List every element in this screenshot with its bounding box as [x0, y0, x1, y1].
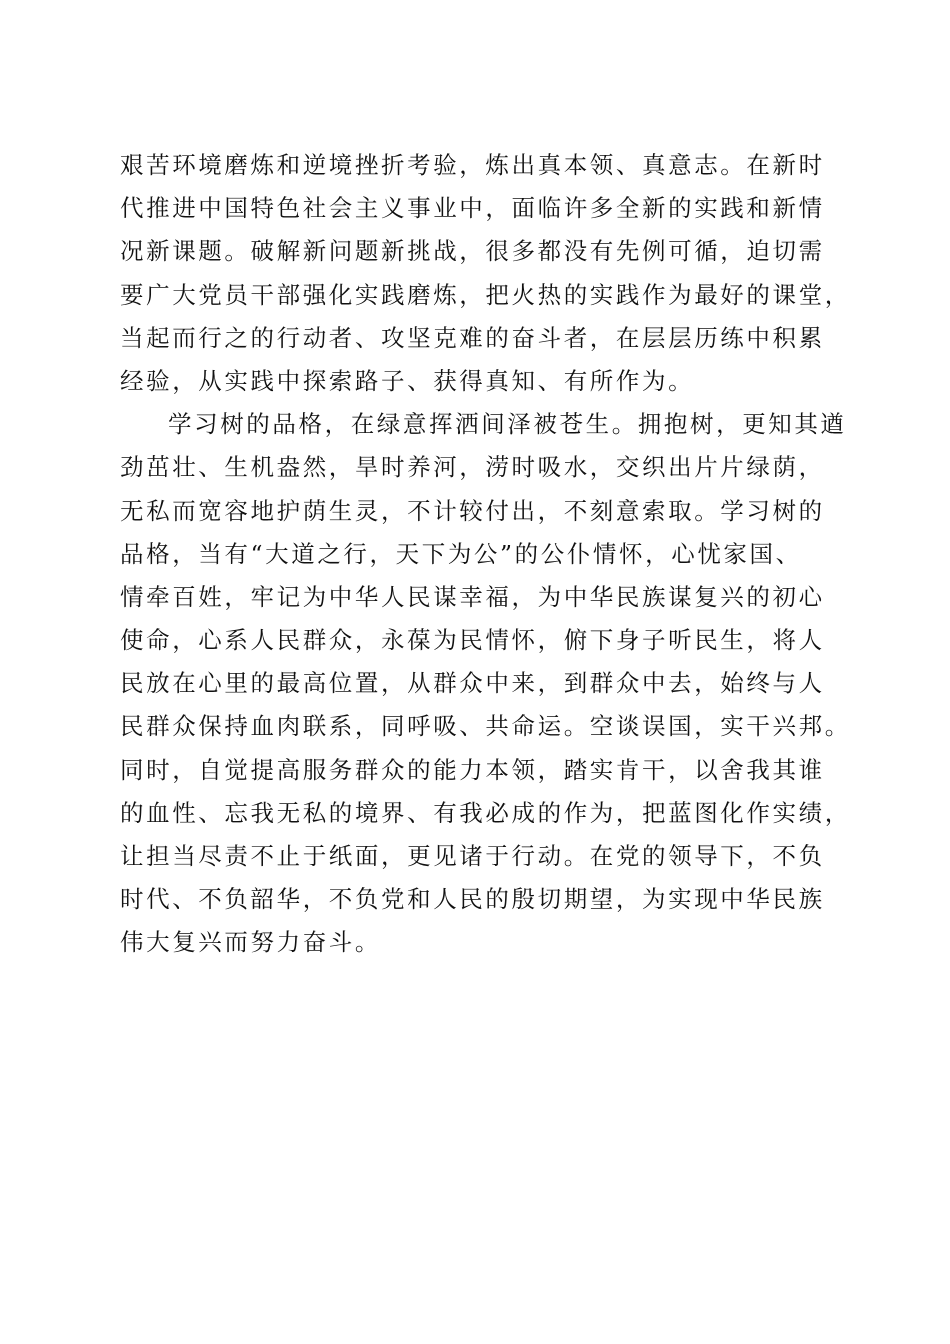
- paragraph-line: 要广大党员干部强化实践磨炼，把火热的实践作为最好的课堂，: [120, 280, 851, 309]
- paragraph-line: 使命，心系人民群众，永葆为民情怀，俯下身子听民生，将人: [120, 626, 825, 655]
- paragraph-line: 品格，当有“大道之行，天下为公”的公仆情怀，心忧家国、: [120, 539, 802, 568]
- paragraph-line: 劲茁壮、生机盎然，旱时养河，涝时吸水，交织出片片绿荫，: [120, 453, 825, 482]
- paragraph-line: 时代、不负韶华，不负党和人民的殷切期望，为实现中华民族: [120, 885, 825, 914]
- paragraph-line: 民放在心里的最高位置，从群众中来，到群众中去，始终与人: [120, 669, 825, 698]
- paragraph-line: 当起而行之的行动者、攻坚克难的奋斗者，在层层历练中积累: [120, 323, 825, 352]
- paragraph-line: 代推进中国特色社会主义事业中，面临许多全新的实践和新情: [120, 194, 825, 223]
- paragraph-line: 况新课题。破解新问题新挑战，很多都没有先例可循，迫切需: [120, 237, 825, 266]
- document-body: [120, 144, 851, 965]
- paragraph-line: 艰苦环境磨炼和逆境挫折考验，炼出真本领、真意志。在新时: [120, 151, 825, 179]
- paragraph-line: 让担当尽责不止于纸面，更见诸于行动。在党的领导下，不负: [120, 842, 825, 870]
- paragraph-line: 经验，从实践中探索路子、获得真知、有所作为。: [120, 366, 695, 395]
- paragraph-line: 情牵百姓，牢记为中华人民谋幸福，为中华民族谋复兴的初心: [120, 582, 825, 611]
- paragraph-1: [120, 144, 851, 403]
- paragraph-line: 学习树的品格，在绿意挥洒间泽被苍生。拥抱树，更知其遒: [168, 410, 847, 439]
- paragraph-line: 伟大复兴而努力奋斗。: [120, 928, 381, 957]
- paragraph-line: 无私而宽容地护荫生灵，不计较付出，不刻意索取。学习树的: [120, 496, 825, 525]
- paragraph-2: [120, 403, 851, 964]
- paragraph-line: 同时，自觉提高服务群众的能力本领，踏实肯干，以舍我其谁: [120, 755, 825, 784]
- paragraph-line: 民群众保持血肉联系，同呼吸、共命运。空谈误国，实干兴邦。: [120, 712, 851, 741]
- paragraph-line: 的血性、忘我无私的境界、有我必成的作为，把蓝图化作实绩，: [120, 798, 851, 827]
